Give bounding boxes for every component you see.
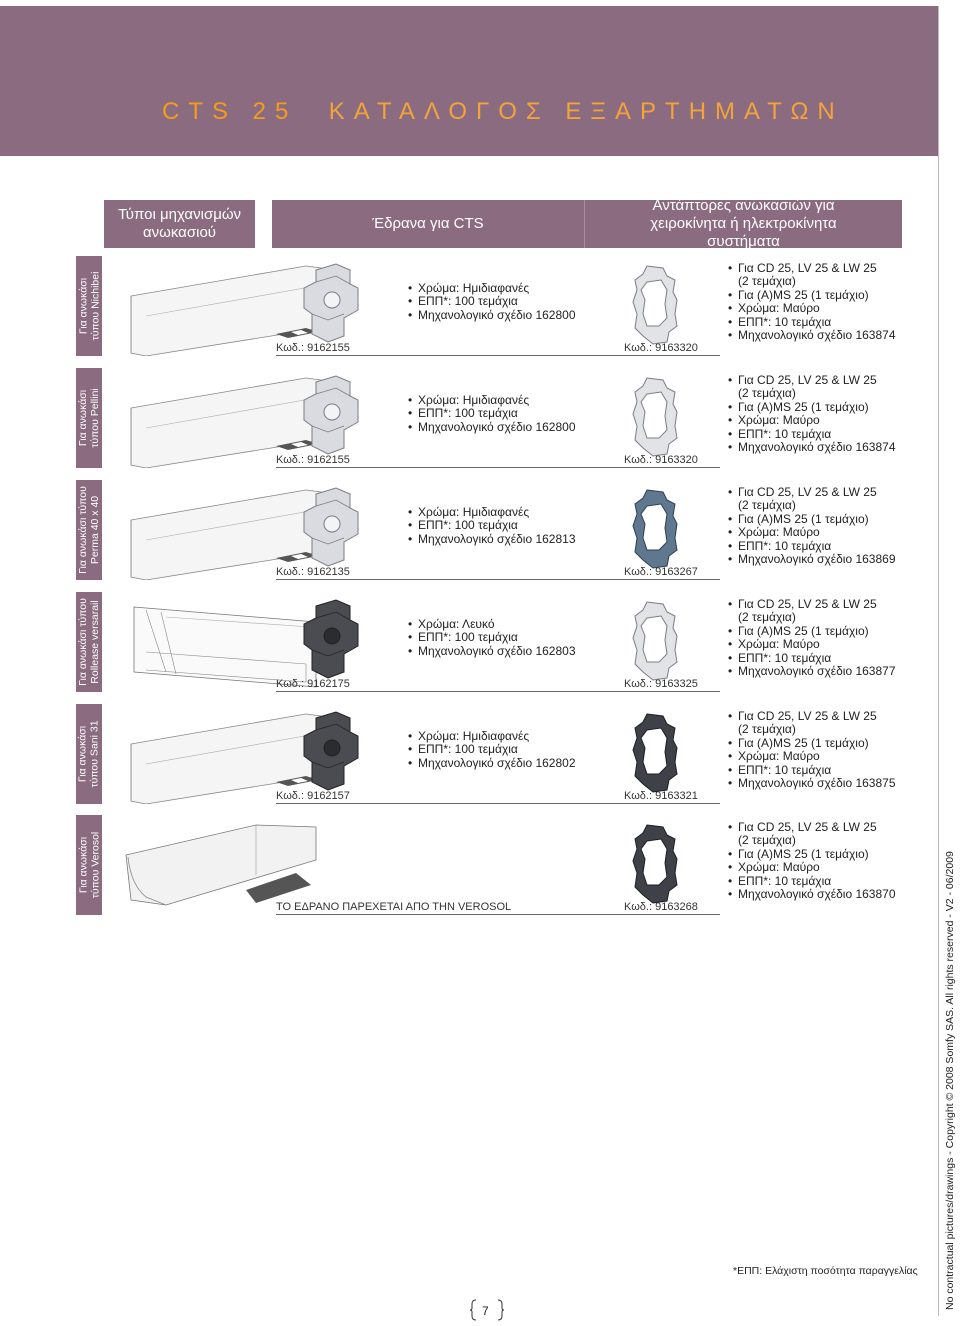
bracket-specs [408,394,576,434]
adapter-spec-item [728,777,896,790]
catalog-row [76,815,902,915]
adapter-spec-text: Για CD 25, LV 25 & LW 25 [738,485,877,499]
bullet-icon: • [728,328,733,343]
column-head-mechanisms [104,200,255,248]
mechanism-type-line-2: τύπου Verosol [89,831,102,899]
bracket-spec-item [408,309,576,322]
mechanism-type-line-2: τύπου Nichibei [89,271,101,341]
bracket-spec-text: ΕΠΠ*: 100 τεμάχια [418,406,518,421]
mechanism-type-text [77,598,101,686]
bracket-specs [408,506,576,546]
column-head-brackets-label: Έδρανα για CTS [372,215,484,232]
bracket-spec-text: Χρώμα: Ημιδιαφανές [418,393,530,407]
adapter-spec-item [728,710,896,723]
column-head-brackets [272,200,584,248]
bracket-spec-item [408,421,576,434]
adapter-spec-text: (2 τεμάχια) [738,610,796,625]
bullet-icon: • [408,294,413,309]
bullet-icon: • [728,538,733,553]
adapter-spec-item [728,499,896,512]
bracket-spec-item [408,519,576,532]
page-title [162,98,844,126]
bullet-icon: • [408,729,413,743]
adapter-spec-text: Μηχανολογικό σχέδιο 163877 [738,664,896,679]
mechanism-type-line-1: Για ανωκάσι [77,277,89,335]
adapter-spec-text: Για CD 25, LV 25 & LW 25 [738,373,877,387]
bullet-icon: • [728,762,733,777]
adapter-spec-item [728,638,896,651]
bracket-spec-item [408,618,576,631]
bracket-spec-text: ΕΠΠ*: 100 τεμάχια [418,630,518,645]
bracket-spec-item [408,506,576,519]
bracket-spec-item [408,743,576,756]
catalog-row [76,368,902,468]
adapter-spec-text: Χρώμα: Μαύρο [738,637,820,652]
adapter-spec-item [728,665,896,678]
bracket-spec-text: Χρώμα: Ημιδιαφανές [418,729,530,743]
adapter-spec-text: ΕΠΠ*: 10 τεμάχια [738,762,832,777]
bullet-icon: • [728,709,733,723]
adapter-spec-item [728,553,896,566]
bracket-icon [298,262,368,344]
bullet-icon: • [728,749,733,764]
bracket-spec-text: Μηχανολογικό σχέδιο 162803 [418,643,576,658]
column-head-adapters-label: Αντάπτορες ανωκασιών για χειροκίνητα ή ηλεκτροκίνητα συστήματα [650,197,837,250]
bracket-spec-item [408,645,576,658]
bullet-icon: • [408,630,413,645]
mechanism-type-line-2: Rollease versarail [89,600,102,684]
adapter-spec-item [728,875,896,888]
bracket-spec-text: Χρώμα: Ημιδιαφανές [418,505,530,519]
bracket-spec-item [408,295,576,308]
mechanism-type-line-1: Για ανωκάσι [77,389,89,447]
adapter-icon [631,821,679,907]
mechanism-type-line-2: τύπου Pellini [89,388,101,448]
bullet-icon: • [728,485,733,499]
adapter-spec-item [728,387,896,400]
mechanism-type-line-1: Για ανωκάσι [77,836,90,894]
adapter-spec-text: ΕΠΠ*: 10 τεμάχια [738,538,832,553]
adapter-spec-text: Χρώμα: Μαύρο [738,749,820,764]
mechanism-type-line-1: Για ανωκάσι τύπου [77,598,90,686]
bracket-spec-item [408,757,576,770]
adapter-spec-item [728,316,896,329]
adapter-spec-text: Χρώμα: Μαύρο [738,860,820,875]
bullet-icon: • [728,440,733,455]
adapter-specs [728,598,896,678]
adapter-spec-item [728,428,896,441]
adapter-specs [728,821,896,901]
adapter-spec-item [728,414,896,427]
adapter-spec-item [728,625,896,638]
adapter-specs [728,710,896,790]
adapter-code: Κωδ.: 9163267 [624,566,720,580]
adapter-spec-text: Για (A)MS 25 (1 τεμάχιο) [738,846,869,861]
mechanism-type-text [77,272,101,341]
adapter-spec-item [728,737,896,750]
bullet-icon: • [408,307,413,322]
adapter-specs [728,374,896,454]
adapter-icon [631,262,679,348]
bullet-icon: • [408,742,413,757]
adapter-spec-item [728,540,896,553]
bullet-icon: • [728,261,733,275]
adapter-spec-text: Για (A)MS 25 (1 τεμάχιο) [738,399,869,414]
adapter-specs [728,262,896,342]
bullet-icon: • [728,846,733,861]
adapter-spec-text: (2 τεμάχια) [738,498,796,513]
adapter-spec-item [728,723,896,736]
bullet-icon: • [728,597,733,611]
bracket-icon [298,598,368,680]
bullet-icon: • [408,393,413,407]
bullet-icon: • [728,511,733,526]
adapter-icon [631,374,679,460]
bracket-spec-item [408,394,576,407]
bullet-icon: • [728,301,733,316]
adapter-code: Κωδ.: 9163268 [624,901,720,915]
bracket-icon [298,710,368,792]
bullet-icon: • [728,552,733,567]
bullet-icon: • [728,664,733,679]
column-head-mechanisms-label: Τύποι μηχανισμών ανωκασιού [117,206,242,241]
adapter-spec-item [728,289,896,302]
bracket-spec-text: ΕΠΠ*: 100 τεμάχια [418,742,518,757]
mechanism-type-text [77,486,101,574]
footnote: *ΕΠΠ: Ελάχιστη ποσότητα παραγγελίας [733,1265,918,1277]
mechanism-type-line-2: τύπου Sani 31 [89,720,102,788]
mechanism-type-label [76,592,102,692]
bullet-icon: • [728,426,733,441]
adapter-spec-text: Για (A)MS 25 (1 τεμάχιο) [738,735,869,750]
bullet-icon: • [408,419,413,434]
catalog-row [76,592,902,692]
bracket-specs [408,618,576,658]
mechanism-type-line-2: Perma 40 x 40 [89,495,102,565]
bracket-icon [298,821,368,903]
bullet-icon: • [408,281,413,295]
adapter-code: Κωδ.: 9163320 [624,454,720,468]
bullet-icon: • [728,650,733,665]
bracket-spec-text: Χρώμα: Λευκό [418,617,495,631]
adapter-spec-text: Μηχανολογικό σχέδιο 163874 [738,440,896,455]
adapter-spec-item [728,861,896,874]
bracket-icon [298,374,368,456]
adapter-spec-item [728,401,896,414]
bracket-spec-text: Μηχανολογικό σχέδιο 162802 [418,755,576,770]
bullet-icon: • [728,820,733,834]
catalog-row [76,704,902,804]
bullet-icon: • [728,314,733,329]
adapter-spec-item [728,888,896,901]
adapter-spec-text: Για CD 25, LV 25 & LW 25 [738,597,877,611]
bullet-icon: • [408,755,413,770]
adapter-spec-item [728,848,896,861]
bullet-icon: • [728,373,733,387]
right-rule [938,6,939,1316]
mechanism-type-label [76,704,102,804]
adapter-spec-item [728,750,896,763]
adapter-spec-item [728,652,896,665]
bullet-icon: • [728,287,733,302]
adapter-spec-item [728,764,896,777]
adapter-spec-item [728,821,896,834]
bullet-icon: • [728,637,733,652]
bullet-icon: • [408,643,413,658]
title-prefix: CTS 25 [162,98,298,125]
adapter-spec-item [728,302,896,315]
adapter-spec-item [728,611,896,624]
bracket-specs [408,730,576,770]
bullet-icon: • [728,413,733,428]
adapter-spec-text: (2 τεμάχια) [738,386,796,401]
bullet-icon: • [728,623,733,638]
bracket-code: Κωδ.: 9162157 [276,790,632,804]
page-header [0,6,938,156]
adapter-spec-text: Χρώμα: Μαύρο [738,525,820,540]
adapter-spec-item [728,329,896,342]
adapter-spec-text: Για (A)MS 25 (1 τεμάχιο) [738,511,869,526]
catalog-row [76,256,902,356]
adapter-spec-text: Για (A)MS 25 (1 τεμάχιο) [738,287,869,302]
copyright-notice: No contractual pictures/drawings - Copyright © 2008 Somfy SAS. All rights reserved - V2 - 06/2009 [944,851,956,1310]
adapter-spec-text: Μηχανολογικό σχέδιο 163874 [738,328,896,343]
bracket-spec-item [408,533,576,546]
bullet-icon: • [728,735,733,750]
adapter-icon [631,710,679,796]
adapter-spec-item [728,262,896,275]
bracket-spec-text: Μηχανολογικό σχέδιο 162800 [418,307,576,322]
mechanism-type-label [76,368,102,468]
column-head-adapters [584,197,902,250]
adapter-spec-item [728,513,896,526]
mechanism-type-label [76,480,102,580]
bracket-icon [298,486,368,568]
bullet-icon: • [408,406,413,421]
adapter-spec-text: Για (A)MS 25 (1 τεμάχιο) [738,623,869,638]
adapter-spec-item [728,486,896,499]
adapter-code: Κωδ.: 9163321 [624,790,720,804]
adapter-spec-item [728,598,896,611]
adapter-spec-text: Μηχανολογικό σχέδιο 163869 [738,552,896,567]
bullet-icon: • [408,518,413,533]
mechanism-type-label [76,256,102,356]
catalog-row [76,480,902,580]
title-rest: ΚΑΤΑΛΟΓΟΣ ΕΞΑΡΤΗΜΑΤΩΝ [328,98,844,125]
adapter-spec-item [728,275,896,288]
adapter-spec-text: Μηχανολογικό σχέδιο 163875 [738,776,896,791]
bullet-icon: • [728,873,733,888]
page-number: 7 [482,1304,489,1318]
mechanism-type-line-1: Για ανωκάσι τύπου [77,486,90,574]
bracket-spec-text: Χρώμα: Ημιδιαφανές [418,281,530,295]
bullet-icon: • [408,531,413,546]
adapter-spec-text: ΕΠΠ*: 10 τεμάχια [738,650,832,665]
adapter-spec-text: ΕΠΠ*: 10 τεμάχια [738,426,832,441]
bracket-spec-text: ΕΠΠ*: 100 τεμάχια [418,294,518,309]
adapter-spec-text: Μηχανολογικό σχέδιο 163870 [738,887,896,902]
bullet-icon: • [728,399,733,414]
adapter-spec-text: (2 τεμάχια) [738,833,796,848]
adapter-spec-item [728,374,896,387]
mechanism-type-text [77,832,101,899]
adapter-code: Κωδ.: 9163325 [624,678,720,692]
bracket-code: Κωδ.: 9162135 [276,566,632,580]
adapter-icon [631,486,679,572]
adapter-spec-text: (2 τεμάχια) [738,274,796,289]
bracket-spec-item [408,407,576,420]
bullet-icon: • [408,617,413,631]
adapter-spec-text: Για CD 25, LV 25 & LW 25 [738,709,877,723]
adapter-spec-text: Για CD 25, LV 25 & LW 25 [738,261,877,275]
bracket-spec-item [408,631,576,644]
bracket-supplier-note: ΤΟ ΕΔΡΑΝΟ ΠΑΡΕΧΕΤΑΙ ΑΠΟ ΤΗΝ VEROSOL [276,901,632,915]
adapter-spec-text: Χρώμα: Μαύρο [738,301,820,316]
adapter-spec-text: (2 τεμάχια) [738,722,796,737]
bullet-icon: • [728,776,733,791]
adapter-spec-text: ΕΠΠ*: 10 τεμάχια [738,873,832,888]
mechanism-type-text [77,388,101,448]
bracket-code: Κωδ.: 9162155 [276,454,632,468]
adapter-spec-item [728,526,896,539]
bullet-icon: • [728,525,733,540]
bracket-code: Κωδ.: 9162175 [276,678,632,692]
adapter-spec-item [728,441,896,454]
bullet-icon: • [728,860,733,875]
adapter-icon [631,598,679,684]
bracket-spec-text: Μηχανολογικό σχέδιο 162813 [418,531,576,546]
bracket-specs [408,282,576,322]
bracket-spec-text: ΕΠΠ*: 100 τεμάχια [418,518,518,533]
adapter-code: Κωδ.: 9163320 [624,342,720,356]
mechanism-type-label [76,815,102,915]
bullet-icon: • [408,505,413,519]
adapter-specs [728,486,896,566]
adapter-spec-text: ΕΠΠ*: 10 τεμάχια [738,314,832,329]
bracket-spec-item [408,282,576,295]
adapter-spec-text: Χρώμα: Μαύρο [738,413,820,428]
mechanism-type-line-1: Για ανωκάσι [77,725,90,783]
bracket-spec-item [408,730,576,743]
bracket-code: Κωδ.: 9162155 [276,342,632,356]
adapter-spec-item [728,834,896,847]
mechanism-type-text [77,720,101,787]
adapter-spec-text: Για CD 25, LV 25 & LW 25 [738,820,877,834]
bracket-spec-text: Μηχανολογικό σχέδιο 162800 [418,419,576,434]
bullet-icon: • [728,887,733,902]
